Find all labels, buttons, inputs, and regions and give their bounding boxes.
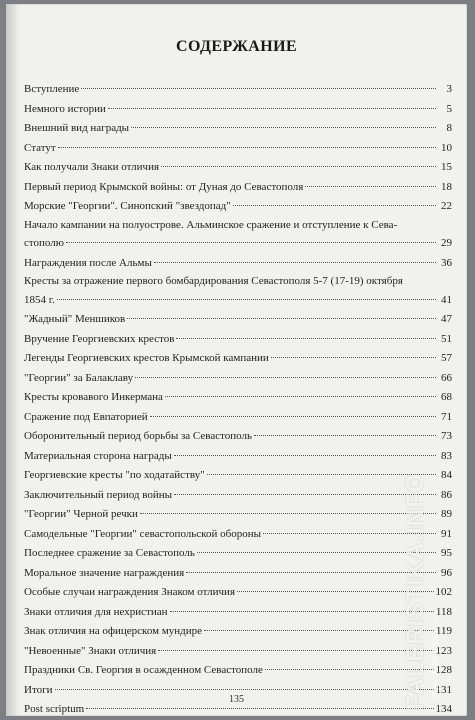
toc-leader-dots bbox=[170, 610, 434, 612]
toc-entry-page: 89 bbox=[441, 508, 452, 520]
toc-entry-title: Заключительный период войны bbox=[24, 488, 173, 501]
toc-entry-page: 83 bbox=[441, 449, 452, 462]
toc-entry-page: 84 bbox=[441, 469, 452, 481]
toc-entry-title: Итоги bbox=[24, 683, 53, 696]
toc-entry bbox=[24, 158, 452, 178]
toc-entry-title: "Георгии" за Балаклаву bbox=[24, 371, 134, 384]
toc-entry-page: 68 bbox=[441, 391, 452, 403]
toc-leader-dots bbox=[254, 434, 436, 436]
toc-entry-title: 1854 г. bbox=[24, 293, 55, 306]
toc-entry-title: Вручение Георгиевских крестов bbox=[24, 332, 175, 345]
toc-leader-dots bbox=[204, 629, 434, 631]
book-page bbox=[6, 4, 467, 716]
toc-entry-title: "Невоенные" Знаки отличия bbox=[24, 644, 157, 657]
toc-entry-page: 51 bbox=[441, 332, 452, 345]
toc-entry bbox=[24, 139, 452, 159]
toc-entry-page: 29 bbox=[441, 237, 452, 249]
table-of-contents bbox=[24, 80, 452, 720]
toc-entry-page: 102 bbox=[435, 586, 452, 598]
toc-leader-dots bbox=[57, 298, 436, 300]
toc-entry-page: 57 bbox=[441, 352, 452, 364]
toc-leader-dots bbox=[135, 376, 436, 378]
toc-entry-page: 22 bbox=[441, 200, 452, 212]
toc-leader-dots bbox=[131, 126, 436, 128]
toc-entry-title: Последнее сражение за Севастополь bbox=[24, 547, 195, 559]
toc-entry-title: Праздники Св. Георгия в осажденном Севастополе bbox=[24, 664, 263, 676]
toc-entry-page: 134 bbox=[435, 703, 452, 715]
toc-leader-dots bbox=[176, 337, 436, 339]
toc-entry-title: Post scriptum bbox=[24, 703, 85, 715]
toc-entry-page: 66 bbox=[441, 371, 452, 384]
toc-leader-dots bbox=[161, 165, 436, 167]
toc-entry bbox=[24, 178, 452, 198]
toc-entry bbox=[24, 254, 452, 274]
toc-entry bbox=[24, 642, 452, 662]
toc-leader-dots bbox=[150, 415, 436, 417]
toc-entry bbox=[24, 544, 452, 564]
toc-entry-title: Статут bbox=[24, 141, 56, 154]
toc-leader-dots bbox=[66, 241, 436, 243]
toc-entry bbox=[24, 525, 452, 545]
toc-leader-dots bbox=[271, 356, 436, 358]
toc-leader-dots bbox=[108, 107, 436, 109]
toc-entry-title: стополю bbox=[24, 237, 64, 249]
toc-entry-page: 41 bbox=[441, 293, 452, 306]
toc-entry-title: "Георгии" Черной речки bbox=[24, 508, 138, 520]
toc-entry bbox=[24, 388, 452, 408]
toc-leader-dots bbox=[305, 185, 436, 187]
toc-entry bbox=[24, 273, 452, 291]
toc-entry-title: Сражение под Евпаторией bbox=[24, 410, 148, 423]
toc-leader-dots bbox=[197, 551, 436, 553]
toc-entry-title: Немного истории bbox=[24, 102, 106, 115]
toc-entry-title: Легенды Георгиевских крестов Крымской кампании bbox=[24, 352, 269, 364]
toc-entry bbox=[24, 349, 452, 369]
toc-entry bbox=[24, 217, 452, 235]
toc-leader-dots bbox=[81, 87, 436, 89]
toc-entry-page: 8 bbox=[446, 122, 452, 134]
toc-entry bbox=[24, 369, 452, 389]
toc-entry-page: 10 bbox=[441, 141, 452, 154]
toc-entry-page: 5 bbox=[446, 102, 452, 115]
toc-entry-page: 95 bbox=[441, 547, 452, 559]
toc-entry bbox=[24, 80, 452, 100]
toc-entry bbox=[24, 603, 452, 623]
toc-entry-title: Вступление bbox=[24, 83, 80, 95]
toc-leader-dots bbox=[55, 688, 434, 690]
toc-entry-title: Как получали Знаки отличия bbox=[24, 161, 160, 173]
toc-entry-title: Георгиевские кресты "по ходатайству" bbox=[24, 469, 205, 481]
toc-entry-title: Материальная сторона награды bbox=[24, 449, 172, 462]
toc-entry bbox=[24, 427, 452, 447]
toc-entry-title: Знак отличия на офицерском мундире bbox=[24, 625, 203, 637]
toc-entry-title: Начало кампании на полуострове. Альминское сражение и отступление к Сева- bbox=[24, 218, 398, 231]
toc-entry-page: 128 bbox=[435, 664, 452, 676]
toc-entry bbox=[24, 486, 452, 506]
toc-entry-title: Внешний вид награды bbox=[24, 122, 130, 134]
toc-entry bbox=[24, 661, 452, 681]
toc-entry-title: Самодельные "Георгии" севастопольской обороны bbox=[24, 527, 261, 540]
toc-leader-dots bbox=[174, 454, 436, 456]
page-number: 135 bbox=[229, 694, 244, 705]
toc-entry bbox=[24, 330, 452, 350]
toc-entry bbox=[24, 234, 452, 254]
toc-entry-page: 3 bbox=[446, 83, 452, 95]
toc-entry bbox=[24, 310, 452, 330]
toc-entry-title: Награждения после Альмы bbox=[24, 256, 152, 269]
toc-entry-title: Морские "Георгии". Синопский "звездопад" bbox=[24, 200, 231, 212]
toc-entry-title: Оборонительный период борьбы за Севастополь bbox=[24, 430, 253, 442]
toc-leader-dots bbox=[186, 571, 436, 573]
toc-leader-dots bbox=[86, 707, 433, 709]
toc-entry-page: 18 bbox=[441, 180, 452, 193]
toc-entry bbox=[24, 291, 452, 311]
toc-entry-title: "Жадный" Меншиков bbox=[24, 313, 126, 325]
toc-leader-dots bbox=[174, 493, 436, 495]
watermark: FALERISTIKA.INFO bbox=[402, 472, 429, 710]
toc-entry-page: 15 bbox=[441, 161, 452, 173]
toc-entry-title: Моральное значение награждения bbox=[24, 566, 185, 579]
toc-leader-dots bbox=[127, 317, 436, 319]
toc-entry bbox=[24, 197, 452, 217]
toc-entry bbox=[24, 408, 452, 428]
toc-leader-dots bbox=[165, 395, 436, 397]
toc-leader-dots bbox=[158, 649, 433, 651]
toc-leader-dots bbox=[140, 512, 436, 514]
toc-entry-page: 36 bbox=[441, 256, 452, 269]
toc-leader-dots bbox=[58, 146, 436, 148]
page-title: СОДЕРЖАНИЕ bbox=[175, 38, 298, 55]
toc-entry-page: 119 bbox=[435, 625, 452, 637]
toc-entry-page: 118 bbox=[435, 605, 452, 618]
watermark-url: https://faleristika.info bbox=[430, 617, 440, 700]
page-gutter-shadow bbox=[6, 4, 20, 716]
toc-leader-dots bbox=[154, 261, 436, 263]
toc-entry-page: 86 bbox=[441, 488, 452, 501]
toc-entry-page: 47 bbox=[441, 313, 452, 325]
toc-entry-title: Кресты за отражение первого бомбардирования Севастополя 5-7 (17-19) октября bbox=[24, 275, 403, 287]
toc-entry-page: 71 bbox=[441, 410, 452, 423]
toc-entry-title: Знаки отличия для нехристиан bbox=[24, 605, 168, 618]
toc-entry bbox=[24, 100, 452, 120]
toc-entry-page: 123 bbox=[435, 644, 452, 657]
toc-entry bbox=[24, 564, 452, 584]
toc-entry bbox=[24, 622, 452, 642]
toc-entry-page: 91 bbox=[441, 527, 452, 540]
toc-leader-dots bbox=[233, 204, 436, 206]
toc-entry bbox=[24, 505, 452, 525]
toc-entry-title: Первый период Крымской войны: от Дуная до Севастополя bbox=[24, 180, 304, 193]
toc-entry bbox=[24, 466, 452, 486]
toc-entry bbox=[24, 583, 452, 603]
toc-entry-page: 131 bbox=[435, 683, 452, 696]
toc-entry bbox=[24, 447, 452, 467]
toc-entry-title: Особые случаи награждения Знаком отличия bbox=[24, 586, 236, 598]
toc-entry-page: 96 bbox=[441, 566, 452, 579]
toc-entry bbox=[24, 119, 452, 139]
toc-entry-title: Кресты кровавого Инкермана bbox=[24, 391, 163, 403]
toc-entry-page: 73 bbox=[441, 430, 452, 442]
